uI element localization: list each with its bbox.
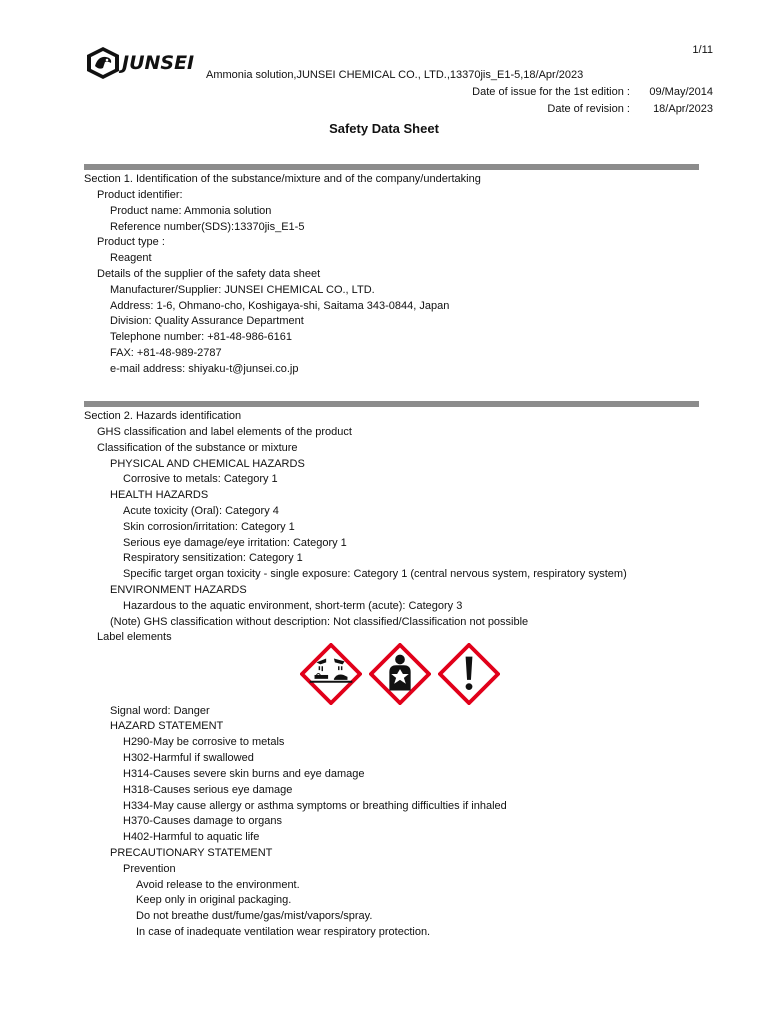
health-hazard-pictogram-icon [369, 643, 431, 705]
revision-date [547, 103, 713, 115]
precautionary-statement: Keep only in original packaging. [136, 894, 292, 906]
text-line: Serious eye damage/eye irritation: Category 1 [123, 537, 347, 549]
exclamation-pictogram-icon [438, 643, 500, 705]
text-line: PHYSICAL AND CHEMICAL HAZARDS [110, 458, 305, 470]
text-line: Manufacturer/Supplier: JUNSEI CHEMICAL CO., LTD. [110, 284, 375, 296]
corrosion-pictogram-icon [300, 643, 362, 705]
revision-value: 18/Apr/2023 [653, 103, 713, 115]
page-title: Safety Data Sheet [329, 121, 439, 136]
text-line: Reference number(SDS):13370jis_E1-5 [110, 221, 305, 233]
email-address: e-mail address: shiyaku-t@junsei.co.jp [110, 363, 299, 375]
hazard-statement: H290-May be corrosive to metals [123, 736, 285, 748]
text-line: GHS classification and label elements of the product [97, 426, 352, 438]
text-line: Prevention [123, 863, 176, 875]
text-line: Division: Quality Assurance Department [110, 315, 304, 327]
ghs-pictograms [300, 643, 500, 707]
logo-wordmark: JUNSEI [122, 52, 195, 74]
text-line: Product name: Ammonia solution [110, 205, 272, 217]
text-line: (Note) GHS classification without description: Not classified/Classification not possible [110, 616, 529, 628]
text-line: Respiratory sensitization: Category 1 [123, 552, 303, 564]
signal-word: Signal word: Danger [110, 705, 210, 717]
text-line: Skin corrosion/irritation: Category 1 [123, 521, 295, 533]
first-edition-date [472, 86, 713, 98]
text-line: Product identifier: [97, 189, 183, 201]
revision-label: Date of revision : [547, 103, 630, 115]
precautionary-statement: In case of inadequate ventilation wear respiratory protection. [136, 926, 431, 938]
text-line: Hazardous to the aquatic environment, short-term (acute): Category 3 [123, 600, 463, 612]
text-line: HEALTH HAZARDS [110, 489, 209, 501]
section-heading: Section 1. Identification of the substance/mixture and of the company/undertaking [84, 173, 481, 185]
text-line: Address: 1-6, Ohmano-cho, Koshigaya-shi, Saitama 343-0844, Japan [110, 300, 450, 312]
text-line: Details of the supplier of the safety data sheet [97, 268, 321, 280]
section-heading: Section 2. Hazards identification [84, 410, 242, 422]
junsei-emblem-icon [86, 46, 120, 80]
text-line: Label elements [97, 631, 172, 643]
section-divider [84, 164, 699, 170]
text-line: Specific target organ toxicity - single exposure: Category 1 (central nervous system, respiratory system) [123, 568, 627, 580]
text-line: Product type : [97, 236, 165, 248]
precautionary-statement: Do not breathe dust/fume/gas/mist/vapors/spray. [136, 910, 373, 922]
section-divider [84, 401, 699, 407]
first-edition-label: Date of issue for the 1st edition : [472, 86, 630, 98]
junsei-logo [86, 46, 206, 80]
hazard-statement: H302-Harmful if swallowed [123, 752, 254, 764]
hazard-statement: H402-Harmful to aquatic life [123, 831, 260, 843]
text-line: Reagent [110, 252, 152, 264]
text-line: FAX: +81-48-989-2787 [110, 347, 222, 359]
hazard-statement: H334-May cause allergy or asthma symptoms or breathing difficulties if inhaled [123, 800, 507, 812]
precautionary-statement: Avoid release to the environment. [136, 879, 300, 891]
text-line: PRECAUTIONARY STATEMENT [110, 847, 273, 859]
text-line: Acute toxicity (Oral): Category 4 [123, 505, 279, 517]
page-number: 1/11 [692, 44, 713, 56]
first-edition-value: 09/May/2014 [649, 86, 713, 98]
hazard-statement: H370-Causes damage to organs [123, 815, 282, 827]
hazard-statement: H318-Causes serious eye damage [123, 784, 293, 796]
text-line: Corrosive to metals: Category 1 [123, 473, 278, 485]
text-line: HAZARD STATEMENT [110, 720, 224, 732]
hazard-statement: H314-Causes severe skin burns and eye damage [123, 768, 365, 780]
text-line: Classification of the substance or mixture [97, 442, 298, 454]
document-id: Ammonia solution,JUNSEI CHEMICAL CO., LTD.,13370jis_E1-5,18/Apr/2023 [206, 69, 584, 81]
text-line: ENVIRONMENT HAZARDS [110, 584, 247, 596]
text-line: Telephone number: +81-48-986-6161 [110, 331, 292, 343]
